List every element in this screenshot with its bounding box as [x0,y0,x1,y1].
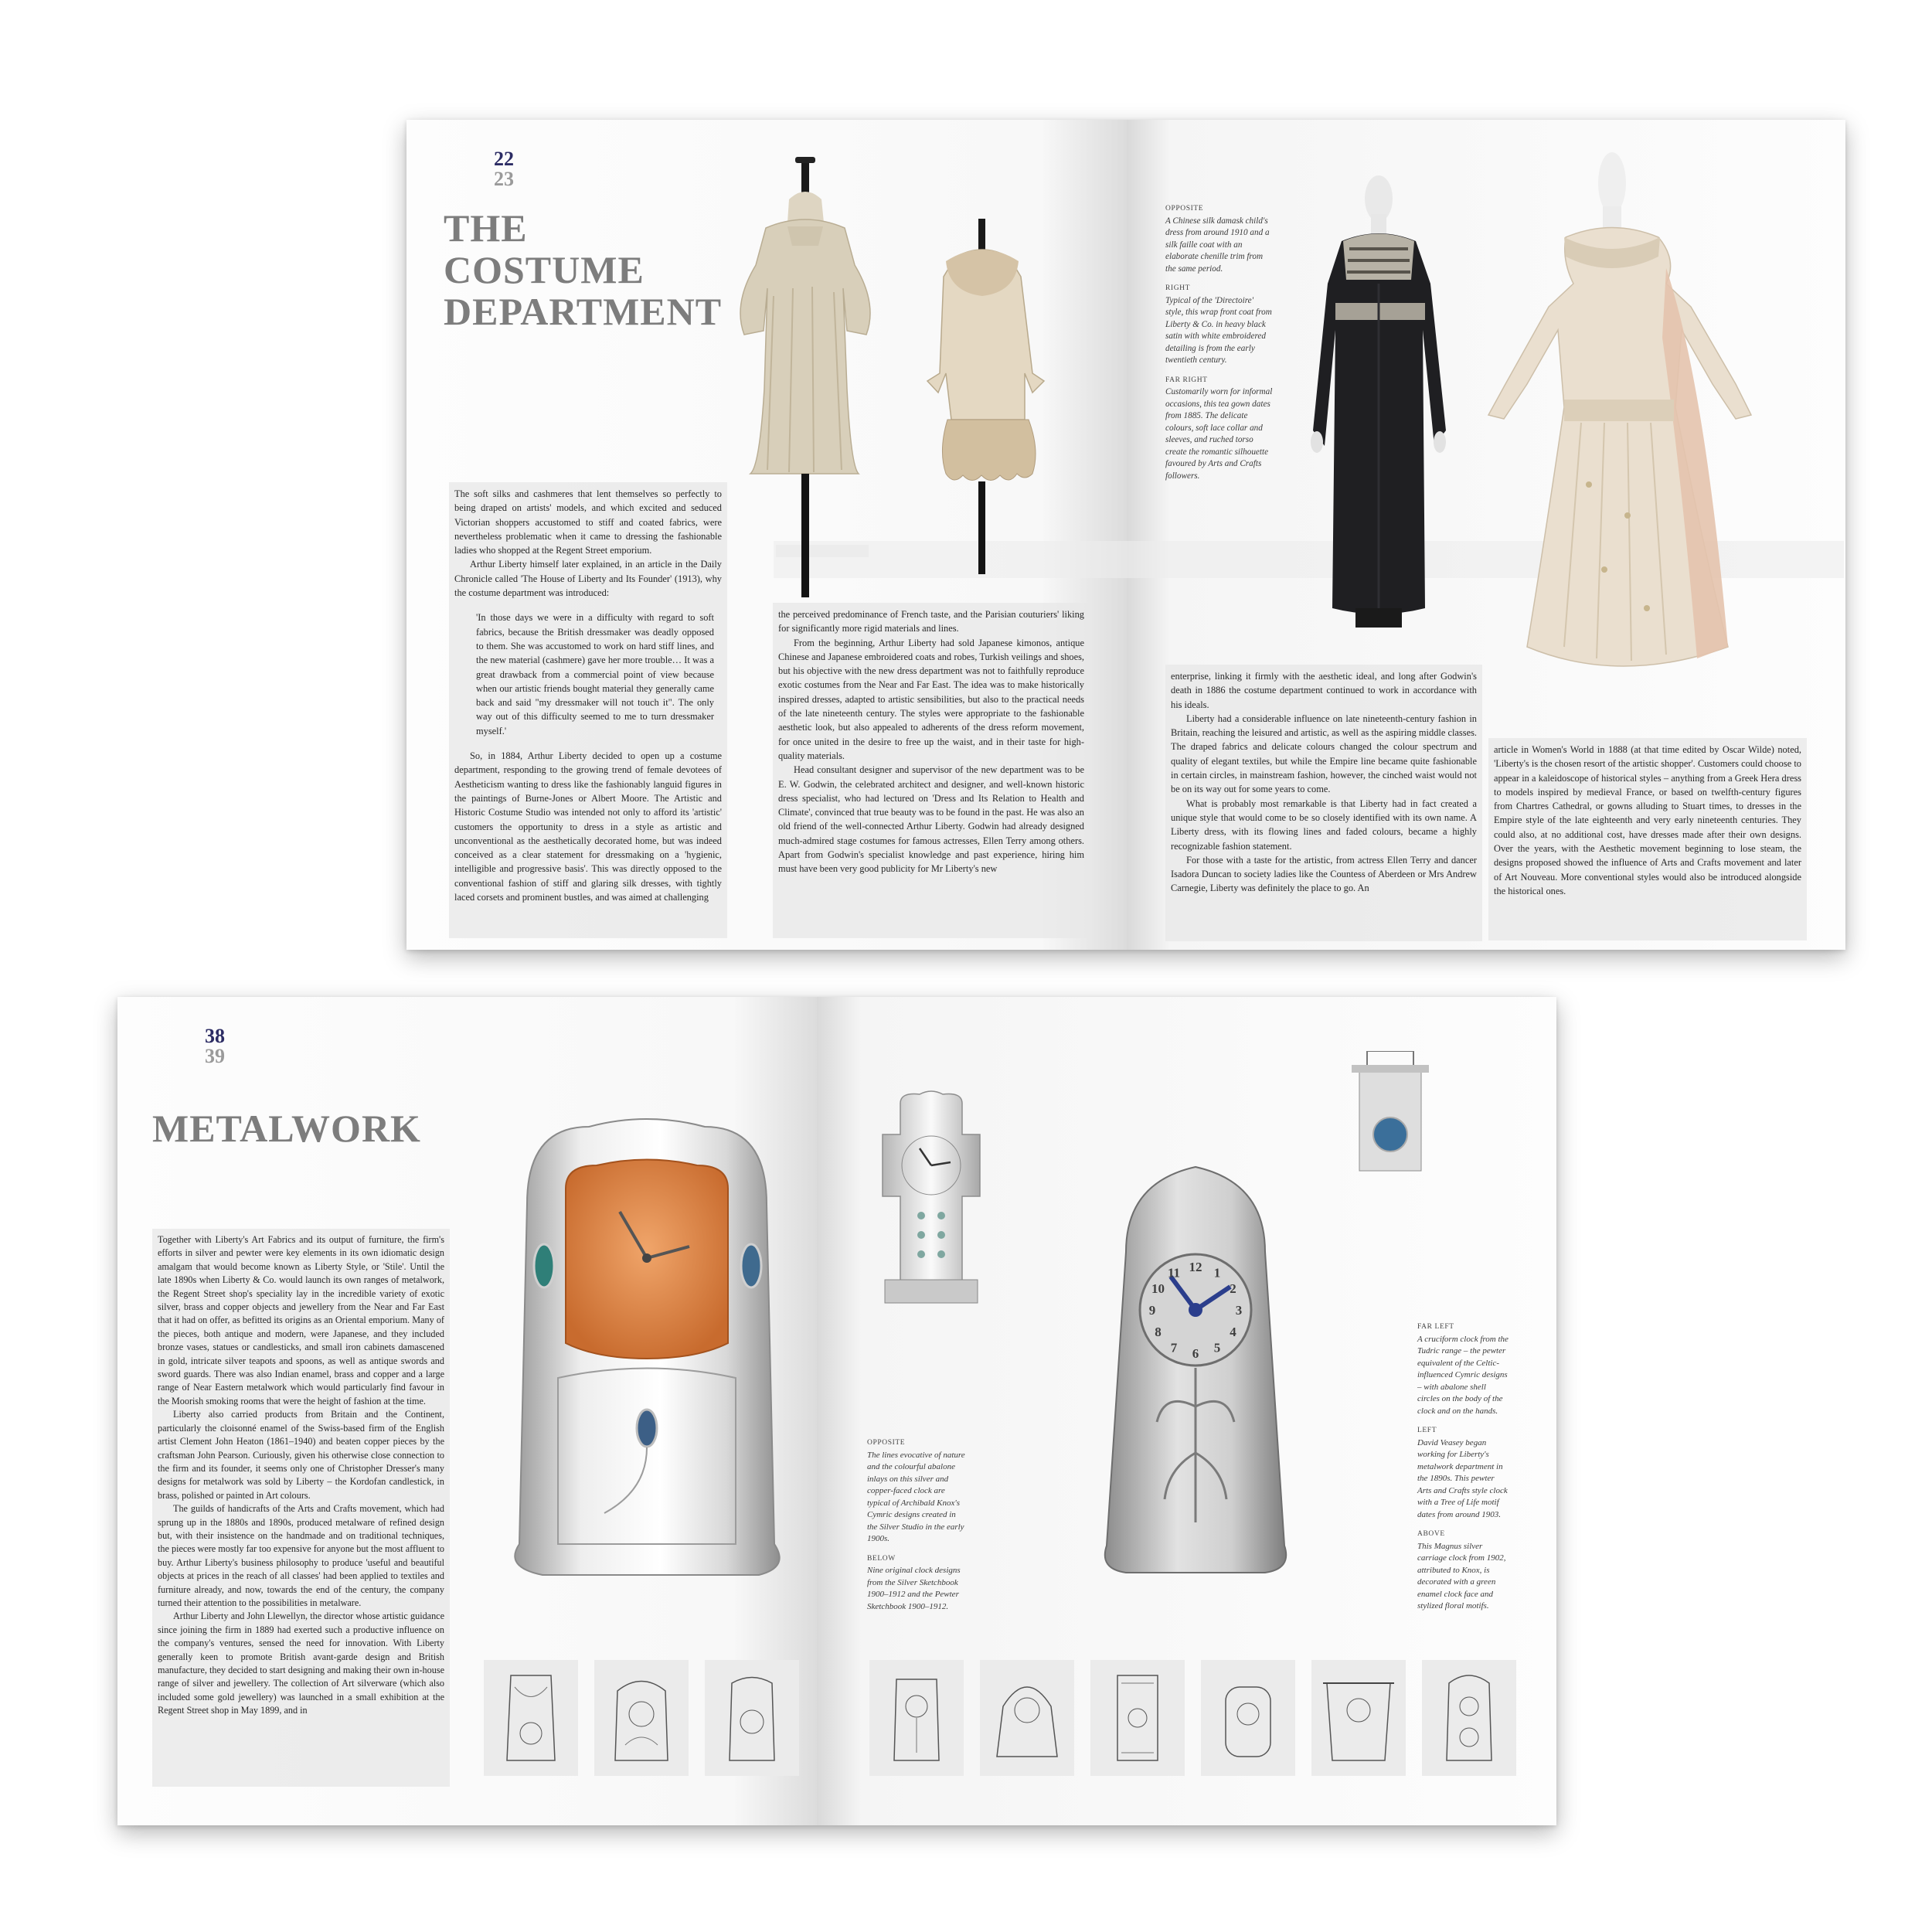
clock-sketch-thumb [980,1660,1074,1776]
clock-sketch-thumb [1422,1660,1516,1776]
clock-numeral: 12 [1189,1260,1202,1274]
body-text-column: The soft silks and cashmeres that lent themselves so perfectly to being draped on artists' models, and which excited and seduced Victorian shoppers accustomed to stiff and coated fabrics, were nevertheless problematic when it came to dressing the fashionable ladies who shopped at the Regent Street emporium. Arthur Liberty himself later explained, in an article in the Daily Chronicle called 'The House of Liberty and Its Founder' (1913), why the costume department was introduced: 'In those days we were in a difficulty with regard to soft fabrics, because the British dressmaker was deadly opposed to them. She was accustomed to work on hard stiff lines, and the new material (cashmere) gave her more trouble… It was a great drawback from a commercial point of view because when our artistic friends bought material they generally came back and said "my dressmaker will not touch it". The only way out of this difficulty seemed to me to turn dressmaker myself.' So, in 1884, Arthur Liberty decided to open up a costume department, responding to the growing trend of female devotees of Aestheticism wanting to dress like the fashionably languid figures in the paintings of Burne-Jones or Albert Moore. The Artistic and Historic Costume Studio was intended not only to afford its 'artistic' customers the opportunity to dress in a style as artistic and unconventional as the aesthetically decorated home, but was indeed conceived as a clear statement for dressmaking on a 'hygienic, intelligible and progressive basis'. This was directly opposed to the conventional fashion of stiff and glaring silk dresses, with tightly laced corsets and prominent bustles, and was aimed at challenging [449,482,727,938]
tea-gown-photo [1473,152,1828,709]
child-coat-photo [917,219,1102,574]
clock-numeral: 5 [1213,1340,1221,1355]
clock-numeral: 9 [1148,1303,1156,1318]
clock-sketch-thumb [1311,1660,1406,1776]
clock-sketch-thumb [705,1660,799,1776]
page-number: 22 23 [494,148,514,190]
page-number: 38 39 [205,1025,225,1067]
page-title: THE COSTUME DEPARTMENT [444,206,723,333]
caption-block: OPPOSITE The lines evocative of nature and the colourful abalone inlays on this silver and copper-faced clock are typical of Archibald Knox's Cymric designs created in the Silver Studio in the early 1900s. BELOW Nine original clock designs from the Silver Sketchbook 1900–1912 and the Pewter Sketchbook 1900–1912. [867,1439,965,1611]
clock-sketch-thumb [594,1660,689,1776]
clock-numeral: 11 [1167,1265,1181,1281]
clock-sketch-thumb [869,1660,964,1776]
body-text-column: article in Women's World in 1888 (at that time edited by Oscar Wilde) noted, 'Liberty's is the chosen resort of the artistic shopper'. Customers could choose to appear in a kaleidoscope of historical styles – anything from a Greek Hera dress to models inspired by medieval France, or based on twelfth-century figures from Chartres Cathedral, or gowns alluding to Stuart times, to dresses in the Empire style of the late eighteenth and very early nineteenth centuries. They could also, at no additional cost, have dresses made after their own designs. Over the years, with the Aesthetic movement beginning to lose steam, the designs proposed showed the influence of Arts and Crafts movement and later of Art Nouveau. More conventional styles would also be introduced alongside the historical ones. [1488,738,1807,940]
clock-numeral: 1 [1213,1265,1221,1281]
clock-numeral: 8 [1155,1325,1162,1339]
clock-sketch-thumb [484,1660,578,1776]
page-title: METALWORK [152,1107,421,1150]
costume-spread [406,120,1845,950]
clock-sketch-thumb [1201,1660,1295,1776]
caption-block: OPPOSITE A Chinese silk damask child's dress from around 1910 and a silk faille coat with an elaborate chenille trim from the same period. RIGHT Typical of the 'Directoire' style, this wrap front coat from Liberty & Co. in heavy black satin with white embroidered detailing is from the early twentieth century. FAR RIGHT Customarily worn for informal occasions, this tea gown dates from 1885. The delicate colours, soft lace collar and sleeves, and ruched torso create the romantic silhouette favoured by Arts and Crafts followers. [1165,205,1273,481]
black-coat-photo [1287,175,1473,631]
clock-numeral: 4 [1230,1325,1236,1339]
child-dress-photo [719,157,905,597]
knox-clock-photo [496,1111,798,1583]
body-text-column: Together with Liberty's Art Fabrics and its output of furniture, the firm's efforts in silver and pewter were key elements in its own idiomatic design amalgam that would become known as Liberty Style, or 'Stile'. Until the late 1890s when Liberty & Co. would launch its own ranges of metalwork, the Regent Street shop's speciality lay in the incredible variety of exotic silver, brass and copper objects and jewellery from the Near and Far East that it had on offer, as befitted its origins as an Oriental emporium. Many of the pieces, both antique and modern, were Japanese, and they included bronze vases, statues or candlesticks, and small iron cabinets damascened in gold, intricate silver teapots and spoons, as well as antique swords and sword guards. There was also Indian enamel, brass and copper and a large range of Near Eastern metalwork which would particularly find favour in the Moorish smoking rooms that were the height of fashion at the time. Liberty also carried products from Britain and the Continent, particularly the cloisonné enamel of the Swiss-based firm of the English artist Clement John Heaton (1861–1940) and beaten copper pieces by the craftsman John Pearson. Curiously, given his otherwise close connection to the firm and its founder, it seems only one of Christopher Dresser's many designs for metalwork was sold by Liberty – the Kordofan candlestick, in brass, polished or painted in Art colours. The guilds of handicrafts of the Arts and Crafts movement, which had sprung up in the 1880s and 1890s, produced metalware of refined design but, with their insistence on the handmade and on traditional techniques, the pieces were mostly far too expensive for anyone but the most affluent to buy. Arthur Liberty's business philosophy to produce 'useful and beautiful objects at prices in the reach of all classes' had been applied to textiles and furniture already, and now, towards the end of the century, the company turned their attention to the possibilities in metalware. Arthur Liberty and John Llewellyn, the director whose artistic guidance since joining the firm in 1889 had exerted such a productive influence on the company's ventures, sensed the need for innovation. With Liberty generally keen to promote British avant-garde design and British manufacture, they decided to start designing and making their own in-house range of silver and jewellery. The collection of Art silverware (which also included some gold jewellery) was launched in a small exhibition at the Regent Street shop in May 1899, and in [152,1229,450,1787]
body-text-column: enterprise, linking it firmly with the aesthetic ideal, and long after Godwin's death in 1886 the costume department continued to work in accordance with his ideals. Liberty had a considerable influence on late nineteenth-century fashion in Britain, reaching the leisured and artistic, as well as the aspiring middle classes. The draped fabrics and delicate colours changed the colour spectrum and quality of elegant textiles, but while the Empire line became quite fashionable in certain circles, in mainstream fashion, however, the cinched waist would not be on its way out for some years to come. What is probably most remarkable is that Liberty had in fact created a unique style that would come to be so closely identified with its own name. A Liberty dress, with its flowing lines and faded colours, became a highly recognizable fashion statement. For those with a taste for the artistic, from actress Ellen Terry and dancer Isadora Duncan to society ladies like the Countess of Aberdeen or Mrs Andrew Carnegie, Liberty was definitely the place to go. An [1165,665,1482,941]
clock-numeral: 7 [1170,1340,1178,1355]
caption-block: FAR LEFT A cruciform clock from the Tudric range – the pewter equivalent of the Celtic-influenced Cymric designs – with abalone shell circles on the body of the clock and on the hands. LEFT David Veasey began working for Liberty's metalwork department in the 1890s. This pewter Arts and Crafts style clock with a Tree of Life motif dates from around 1903. ABOVE This Magnus silver carriage clock from 1902, attributed to Knox, is decorated with a green enamel clock face and stylized floral motifs. [1417,1323,1509,1611]
clock-numeral: 6 [1192,1346,1199,1361]
clock-numeral: 2 [1230,1281,1236,1296]
metalwork-spread [117,997,1556,1825]
body-text-column: the perceived predominance of French taste, and the Parisian couturiers' liking for significantly more rigid materials and lines. From the beginning, Arthur Liberty had sold Japanese kimonos, antique Chinese and Japanese embroidered coats and robes, Turkish veilings and shoes, but his objective with the new dress department was not to faithfully reproduce exotic costumes from the Near and Far East. The idea was to make historically inspired dresses, adapted to artistic sensibilities, but also to the practical needs of the late nineteenth century. The styles were appropriate to the fashionable aesthetic look, but also appealed to adherents of the dress reform movement, for once united in the desire to free up the waist, and in their taste for high-quality materials. Head consultant designer and supervisor of the new department was to be E. W. Godwin, the celebrated architect and designer, and well-known historic dress specialist, who had lectured on 'Dress and Its Relation to Health and Climate', convinced that true beauty was to be found in the past. He was also an old friend of the well-connected Arthur Liberty. Godwin had already designed much-admired stage costumes for famous actresses, Ellen Terry among others. Apart from Godwin's specialist knowledge and past experience, hiring him must have been very good publicity for Mr Liberty's new [773,603,1090,938]
tree-of-life-clock-photo [1080,1159,1311,1584]
clock-numeral: 3 [1235,1303,1243,1318]
clock-numeral: 10 [1151,1281,1165,1296]
clock-sketch-thumb [1090,1660,1185,1776]
carriage-clock-photo [1348,1051,1433,1175]
cruciform-clock-photo [873,1088,989,1320]
